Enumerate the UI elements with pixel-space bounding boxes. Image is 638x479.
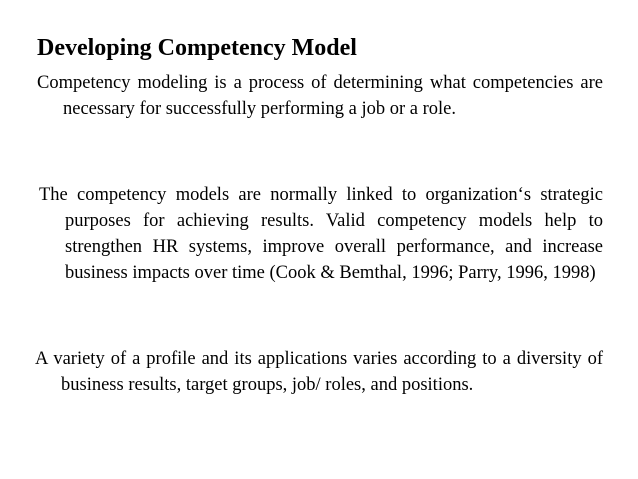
paragraph-profile-variety: A variety of a profile and its applications varies according to a diversity of business results, target groups, job/ roles, and positions. [35, 349, 603, 395]
paragraph-competency-modeling: Competency modeling is a process of determining what competencies are necessary for successfully performing a job or a role. [37, 73, 603, 119]
paragraph-competency-models: The competency models are normally linked to organization‘s strategic purposes for achieving results. Valid competency models help to strengthen HR systems, improve overall performance, and increase business impacts over time (Cook & Bemthal, 1996; Parry, 1996, 1998) [39, 185, 603, 283]
slide-title: Developing Competency Model [37, 35, 357, 61]
